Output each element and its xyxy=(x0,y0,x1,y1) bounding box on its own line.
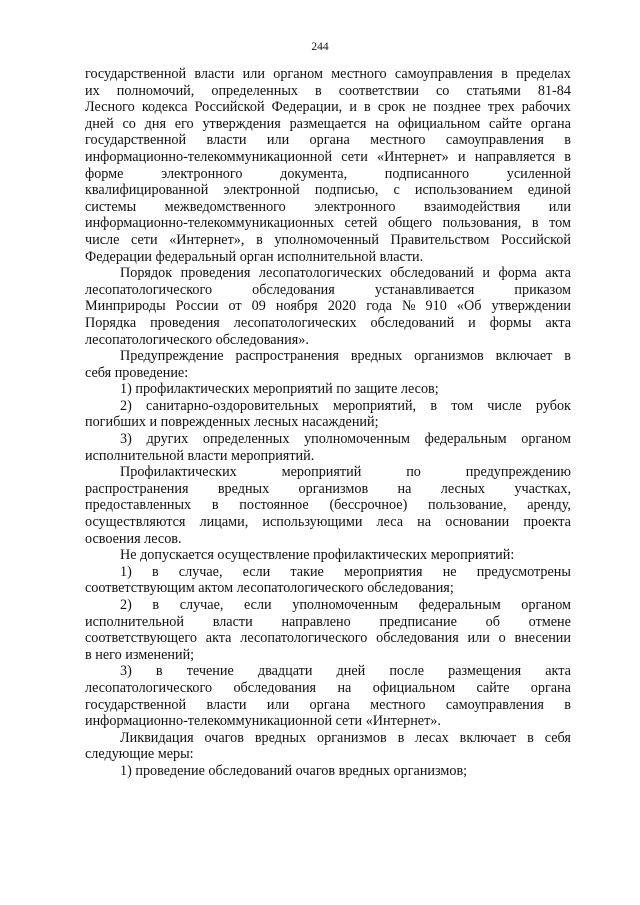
word: если xyxy=(242,563,271,580)
text-line xyxy=(85,464,571,481)
word: лесопатологических xyxy=(258,265,382,282)
word: лесопатологического xyxy=(240,630,368,647)
word: сайте xyxy=(476,679,510,696)
word: аренду, xyxy=(527,497,571,514)
word: в xyxy=(527,729,534,746)
word: в xyxy=(564,132,571,149)
text-line xyxy=(85,315,571,332)
word: распространения xyxy=(85,480,189,497)
word: в xyxy=(564,148,571,165)
word: себя xyxy=(544,729,571,746)
word: или xyxy=(242,66,265,82)
word: в xyxy=(501,66,508,82)
word: сети xyxy=(131,231,158,248)
text-line: погибших и поврежденных лесных насаждений; xyxy=(85,414,379,431)
word: 81-84 xyxy=(537,82,571,99)
word: включает xyxy=(459,729,517,746)
word: Федерации, xyxy=(271,99,343,116)
text-line xyxy=(85,680,571,697)
word: использующими xyxy=(262,514,363,531)
word: органа xyxy=(309,132,350,149)
word: распространения xyxy=(235,348,339,365)
word: участках, xyxy=(514,480,571,497)
word: информационно-телекоммуникационной xyxy=(85,148,333,165)
word: подписанного xyxy=(384,165,470,182)
text-line xyxy=(85,215,571,232)
word: и xyxy=(482,265,490,282)
word: двадцати xyxy=(257,663,313,680)
word: власти xyxy=(206,696,247,713)
word: вредных xyxy=(350,348,403,365)
word: от xyxy=(228,298,242,315)
text-line xyxy=(85,514,571,531)
word: сайте xyxy=(489,115,522,132)
word: осуществляются xyxy=(85,514,186,531)
word: течение xyxy=(186,663,234,680)
word: федеральным xyxy=(418,597,501,613)
word: органа xyxy=(309,696,350,713)
text-line xyxy=(85,597,571,614)
word: и xyxy=(457,148,466,165)
word: не xyxy=(442,563,457,580)
word: дня xyxy=(144,115,167,132)
word: или xyxy=(266,132,290,149)
word: власти xyxy=(212,613,253,630)
word: или xyxy=(467,630,490,647)
text-line: 1) профилактических мероприятий по защите лесов; xyxy=(120,381,439,398)
word: в xyxy=(211,497,219,514)
word: документа, xyxy=(280,165,348,182)
text-line xyxy=(85,431,571,448)
word: на xyxy=(397,480,412,497)
text-line xyxy=(85,83,571,100)
word: направлено xyxy=(281,613,351,630)
word: основании xyxy=(445,514,510,531)
word: дней xyxy=(336,663,366,680)
word: леса xyxy=(376,514,404,531)
word: трех xyxy=(487,99,515,116)
text-line: освоения лесов. xyxy=(85,530,182,547)
word: единой xyxy=(527,182,571,199)
word: системы xyxy=(85,198,137,215)
word: мероприятий xyxy=(281,464,362,481)
text-line: Не допускается осуществление профилактических мероприятий: xyxy=(120,547,515,564)
word: полномочий, xyxy=(116,82,195,99)
word: в xyxy=(151,563,159,580)
text-line xyxy=(85,398,571,415)
word: после xyxy=(389,663,425,680)
word: срок xyxy=(377,99,406,116)
word: в xyxy=(564,348,571,365)
word: определенных xyxy=(211,82,298,99)
word: ноября xyxy=(275,298,318,315)
word: усиленной xyxy=(506,165,571,182)
word: со xyxy=(122,115,136,132)
word: государственной xyxy=(85,132,187,149)
word: межведомственного xyxy=(164,198,286,215)
word: власти xyxy=(206,132,247,149)
word: организмов xyxy=(414,348,484,365)
text-line: себя проведение: xyxy=(85,364,189,381)
word: лесопатологического xyxy=(85,281,213,298)
word: самоуправления xyxy=(445,696,544,713)
word: Порядок xyxy=(120,265,173,282)
word: обследований xyxy=(390,265,474,282)
text-line: Федерации федеральный орган исполнительной власти. xyxy=(85,248,424,265)
word: том xyxy=(549,215,571,232)
word: организмов xyxy=(317,729,387,746)
word: исполнительной xyxy=(85,613,184,630)
word: вредных xyxy=(217,480,270,497)
word: пользование, xyxy=(428,497,507,514)
word: электронного xyxy=(161,165,243,182)
word: лесопатологического xyxy=(85,679,213,696)
word: обследования xyxy=(233,679,317,696)
word: квалифицированной xyxy=(85,182,209,199)
word: по xyxy=(406,464,421,481)
word: электронного xyxy=(314,198,396,215)
word: федеральным xyxy=(424,431,507,448)
word: на xyxy=(417,514,432,531)
word: на xyxy=(375,115,390,132)
word: форме xyxy=(85,165,124,182)
word: «Интернет», xyxy=(169,231,245,248)
word: органа xyxy=(530,115,571,132)
word: об xyxy=(485,613,500,630)
text-line xyxy=(85,348,571,365)
word: Минприроды xyxy=(85,298,166,315)
word: 910 xyxy=(425,298,447,315)
text-line xyxy=(85,132,571,149)
text-line xyxy=(85,99,571,116)
text-line xyxy=(85,630,571,647)
word: постоянное xyxy=(239,497,309,514)
word: санитарно-оздоровительных xyxy=(146,397,319,414)
word: электронной xyxy=(223,182,300,199)
word: обследования xyxy=(376,630,459,647)
word: утверждения xyxy=(202,115,281,132)
word: размещается xyxy=(289,115,367,132)
word: других xyxy=(146,431,189,448)
word: в xyxy=(397,729,405,746)
word: внесении xyxy=(514,630,571,647)
word: России xyxy=(175,298,219,315)
word: (бессрочное) xyxy=(329,497,408,514)
word: с xyxy=(393,182,400,199)
word: или xyxy=(548,198,571,215)
word: устанавливается xyxy=(374,281,475,298)
word: кодекса xyxy=(141,99,188,116)
word: и xyxy=(349,99,357,116)
word: вредных xyxy=(254,729,307,746)
word: дней xyxy=(85,115,114,132)
text-line xyxy=(85,116,571,133)
text-line xyxy=(85,182,571,199)
word: местного xyxy=(331,66,387,82)
word: форма xyxy=(498,265,537,282)
word: акта xyxy=(545,663,571,680)
word: 09 xyxy=(251,298,266,315)
word: случае, xyxy=(178,563,223,580)
word: такие xyxy=(290,563,324,580)
word: пределах xyxy=(516,66,571,82)
word: государственной xyxy=(85,696,187,713)
text-line: лесопатологического обследования». xyxy=(85,331,309,348)
word: рабочих xyxy=(521,99,571,116)
word: лесах xyxy=(415,729,449,746)
text-line xyxy=(85,199,571,216)
word: проведения xyxy=(150,314,220,331)
word: общего xyxy=(387,215,433,232)
word: отмене xyxy=(528,613,571,630)
word: взаимодействия xyxy=(423,198,521,215)
word: Профилактических xyxy=(120,464,237,481)
word: Предупреждение xyxy=(120,348,224,365)
word: в xyxy=(152,597,160,613)
word: уполномоченный xyxy=(274,231,379,248)
word: органом xyxy=(521,597,571,613)
word: Лесного xyxy=(85,99,135,116)
word: Порядка xyxy=(85,314,137,331)
word: предоставленных xyxy=(85,497,192,514)
word: в xyxy=(155,663,163,680)
word: и xyxy=(468,314,476,331)
word: самоуправления xyxy=(445,132,544,149)
word: 3) xyxy=(120,431,132,448)
word: подписью, xyxy=(314,182,379,199)
word: случае, xyxy=(179,597,224,613)
word: органа xyxy=(530,679,571,696)
word: официальном xyxy=(397,115,481,132)
word: том xyxy=(451,397,474,414)
word: информационно-телекоммуникационных xyxy=(85,215,334,232)
word: мероприятия xyxy=(343,563,423,580)
word: числе xyxy=(487,397,522,414)
word: акта xyxy=(205,630,232,647)
word: местного xyxy=(370,132,426,149)
word: лесных xyxy=(440,480,486,497)
word: предписание xyxy=(379,613,457,630)
word: 1) xyxy=(120,563,132,580)
word: № xyxy=(401,298,416,315)
text-line xyxy=(85,265,571,282)
word: не xyxy=(412,99,427,116)
word: соответствии xyxy=(338,82,419,99)
text-line xyxy=(85,149,571,166)
text-line: информационно-телекоммуникационной сети «Интернет». xyxy=(85,713,441,730)
word: пользования, xyxy=(442,215,522,232)
word: в xyxy=(430,397,438,414)
word: «Об xyxy=(456,298,482,315)
word: если xyxy=(244,597,272,613)
text-line xyxy=(85,497,571,514)
text-line xyxy=(85,730,571,747)
word: со xyxy=(435,82,450,99)
word: 2) xyxy=(120,597,132,613)
word: направляется xyxy=(474,148,556,165)
word: в xyxy=(364,99,371,116)
text-line: 1) проведение обследований очагов вредных организмов; xyxy=(120,762,468,779)
text-line: следующие меры: xyxy=(85,746,194,763)
text-line xyxy=(85,166,571,183)
word: 2) xyxy=(120,397,132,414)
word: его xyxy=(174,115,194,132)
word: в xyxy=(531,215,539,232)
word: Ликвидация xyxy=(120,729,194,746)
word: сети xyxy=(341,148,368,165)
word: проекта xyxy=(523,514,571,531)
word: статьями xyxy=(466,82,521,99)
word: утверждении xyxy=(491,298,571,315)
word: в xyxy=(564,696,571,713)
word: в xyxy=(315,82,322,99)
text-line xyxy=(85,66,571,83)
word: соответствующего xyxy=(85,630,197,647)
word: местного xyxy=(370,696,426,713)
word: обследования xyxy=(252,281,335,298)
word: акта xyxy=(545,265,571,282)
word: обследований xyxy=(370,314,455,331)
word: или xyxy=(266,696,290,713)
text-line: в него изменений; xyxy=(85,646,195,663)
word: Российской xyxy=(501,231,571,248)
word: сетей xyxy=(344,215,378,232)
word: позднее xyxy=(433,99,481,116)
word: формы xyxy=(489,314,532,331)
word: очагов xyxy=(204,729,244,746)
text-line xyxy=(85,697,571,714)
word: акта xyxy=(545,314,571,331)
word: организмов xyxy=(298,480,369,497)
text-line xyxy=(85,614,571,631)
word: лицами, xyxy=(199,514,249,531)
word: рубок xyxy=(535,397,571,414)
text-line xyxy=(85,481,571,498)
text-line: исполнительной власти мероприятий. xyxy=(85,447,315,464)
text-line xyxy=(85,232,571,249)
word: определенных xyxy=(202,431,290,448)
word: на xyxy=(337,679,352,696)
word: власти xyxy=(194,66,235,82)
word: проведения xyxy=(180,265,251,282)
word: Правительством xyxy=(390,231,490,248)
word: размещения xyxy=(448,663,522,680)
word: уполномоченным xyxy=(292,597,399,613)
word: органом xyxy=(273,66,323,82)
word: приказом xyxy=(514,281,571,298)
text-line xyxy=(85,663,571,680)
word: мероприятий, xyxy=(332,397,417,414)
word: лесопатологических xyxy=(233,314,357,331)
word: числе xyxy=(85,231,120,248)
word: официальном xyxy=(372,679,456,696)
word: включает xyxy=(495,348,553,365)
word: 2020 xyxy=(327,298,357,315)
word: использованием xyxy=(414,182,513,199)
word: их xyxy=(85,82,100,99)
word: в xyxy=(256,231,263,248)
text-line xyxy=(85,298,571,315)
word: года xyxy=(366,298,392,315)
page-number: 244 xyxy=(311,41,329,53)
word: государственной xyxy=(85,66,187,82)
word: органом xyxy=(521,431,571,448)
text-line xyxy=(85,564,571,581)
word: предусмотрены xyxy=(476,563,571,580)
word: о xyxy=(498,630,506,647)
word: Российской xyxy=(194,99,265,116)
word: предупреждению xyxy=(465,464,571,481)
word: уполномоченным xyxy=(304,431,410,448)
text-line: соответствующим актом лесопатологического обследования; xyxy=(85,580,454,597)
text-line xyxy=(85,282,571,299)
document-body xyxy=(85,66,571,780)
word: 3) xyxy=(120,663,132,680)
word: «Интернет» xyxy=(377,148,449,165)
word: самоуправления xyxy=(394,66,493,82)
